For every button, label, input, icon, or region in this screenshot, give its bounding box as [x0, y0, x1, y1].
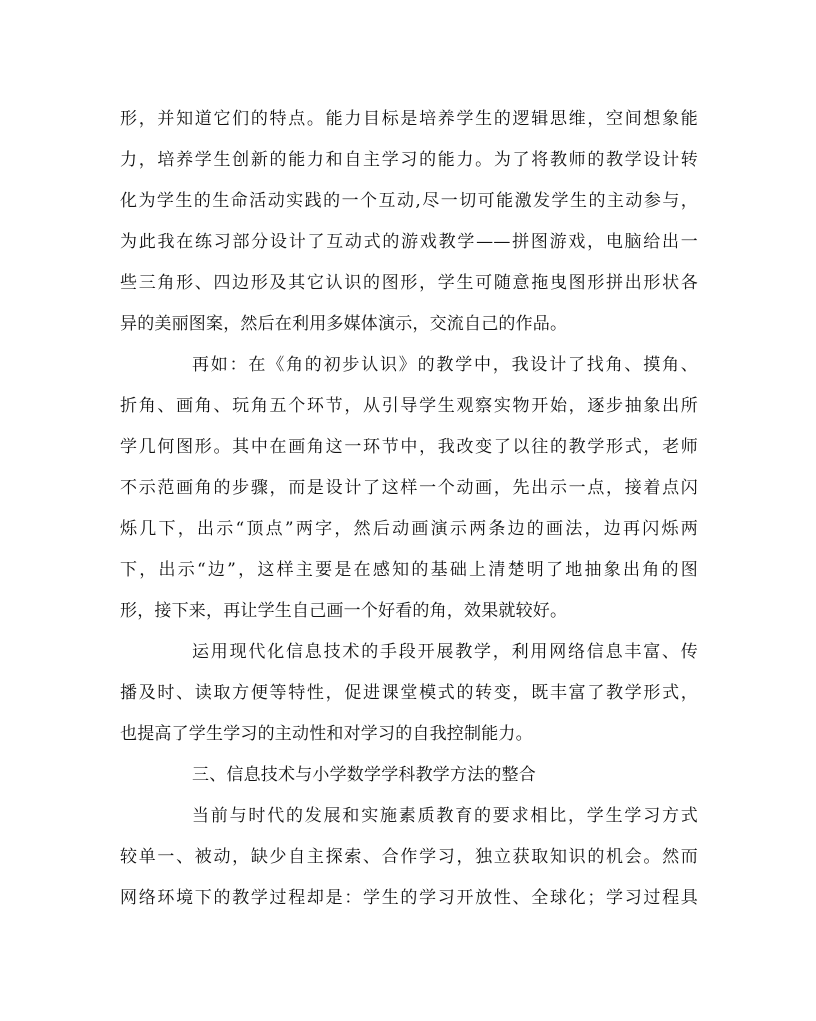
text-line: 化为学生的生命活动实践的一个互动,尽一切可能激发学生的主动参与，	[120, 191, 698, 211]
paragraph-4	[120, 796, 698, 919]
text-line: 不示范画角的步骤，而是设计了这样一个动画，先出示一点，接着点闪	[120, 478, 698, 498]
heading-text: 三、信息技术与小学数学学科教学方法的整合	[192, 765, 536, 785]
text-line: 播及时、读取方便等特性，促进课堂模式的转变，既丰富了教学形式，	[120, 683, 698, 703]
text-line: 形，并知道它们的特点。能力目标是培养学生的逻辑思维，空间想象能	[120, 109, 698, 129]
text-line: 烁几下，出示“顶点”两字，然后动画演示两条边的画法，边再闪烁两	[120, 519, 698, 539]
text-line: 些三角形、四边形及其它认识的图形，学生可随意拖曳图形拼出形状各	[120, 273, 698, 293]
text-line: 下，出示“边”，这样主要是在感知的基础上清楚明了地抽象出角的图	[120, 560, 698, 580]
paragraph-2	[120, 345, 698, 632]
text-line: 为此我在练习部分设计了互动式的游戏教学——拼图游戏，电脑给出一	[120, 232, 698, 252]
paragraph-1	[120, 99, 698, 345]
section-heading	[120, 755, 698, 796]
text-line: 学几何图形。其中在画角这一环节中，我改变了以往的教学形式，老师	[120, 437, 698, 457]
document-page	[120, 99, 698, 919]
text-line: 网络环境下的教学过程却是：学生的学习开放性、全球化；学习过程具	[120, 888, 698, 908]
text-line: 也提高了学生学习的主动性和对学习的自我控制能力。	[120, 724, 533, 744]
text-line: 当前与时代的发展和实施素质教育的要求相比，学生学习方式	[192, 806, 698, 826]
text-line: 再如：在《角的初步认识》的教学中，我设计了找角、摸角、	[192, 355, 698, 375]
text-line: 较单一、被动，缺少自主探索、合作学习，独立获取知识的机会。然而	[120, 847, 698, 867]
text-line: 力，培养学生创新的能力和自主学习的能力。为了将教师的教学设计转	[120, 150, 698, 170]
text-line: 形，接下来，再让学生自己画一个好看的角，效果就较好。	[120, 601, 568, 621]
text-line: 异的美丽图案，然后在利用多媒体演示，交流自己的作品。	[120, 314, 568, 334]
paragraph-3	[120, 632, 698, 755]
text-line: 运用现代化信息技术的手段开展教学，利用网络信息丰富、传	[192, 642, 698, 662]
text-line: 折角、画角、玩角五个环节，从引导学生观察实物开始，逐步抽象出所	[120, 396, 698, 416]
